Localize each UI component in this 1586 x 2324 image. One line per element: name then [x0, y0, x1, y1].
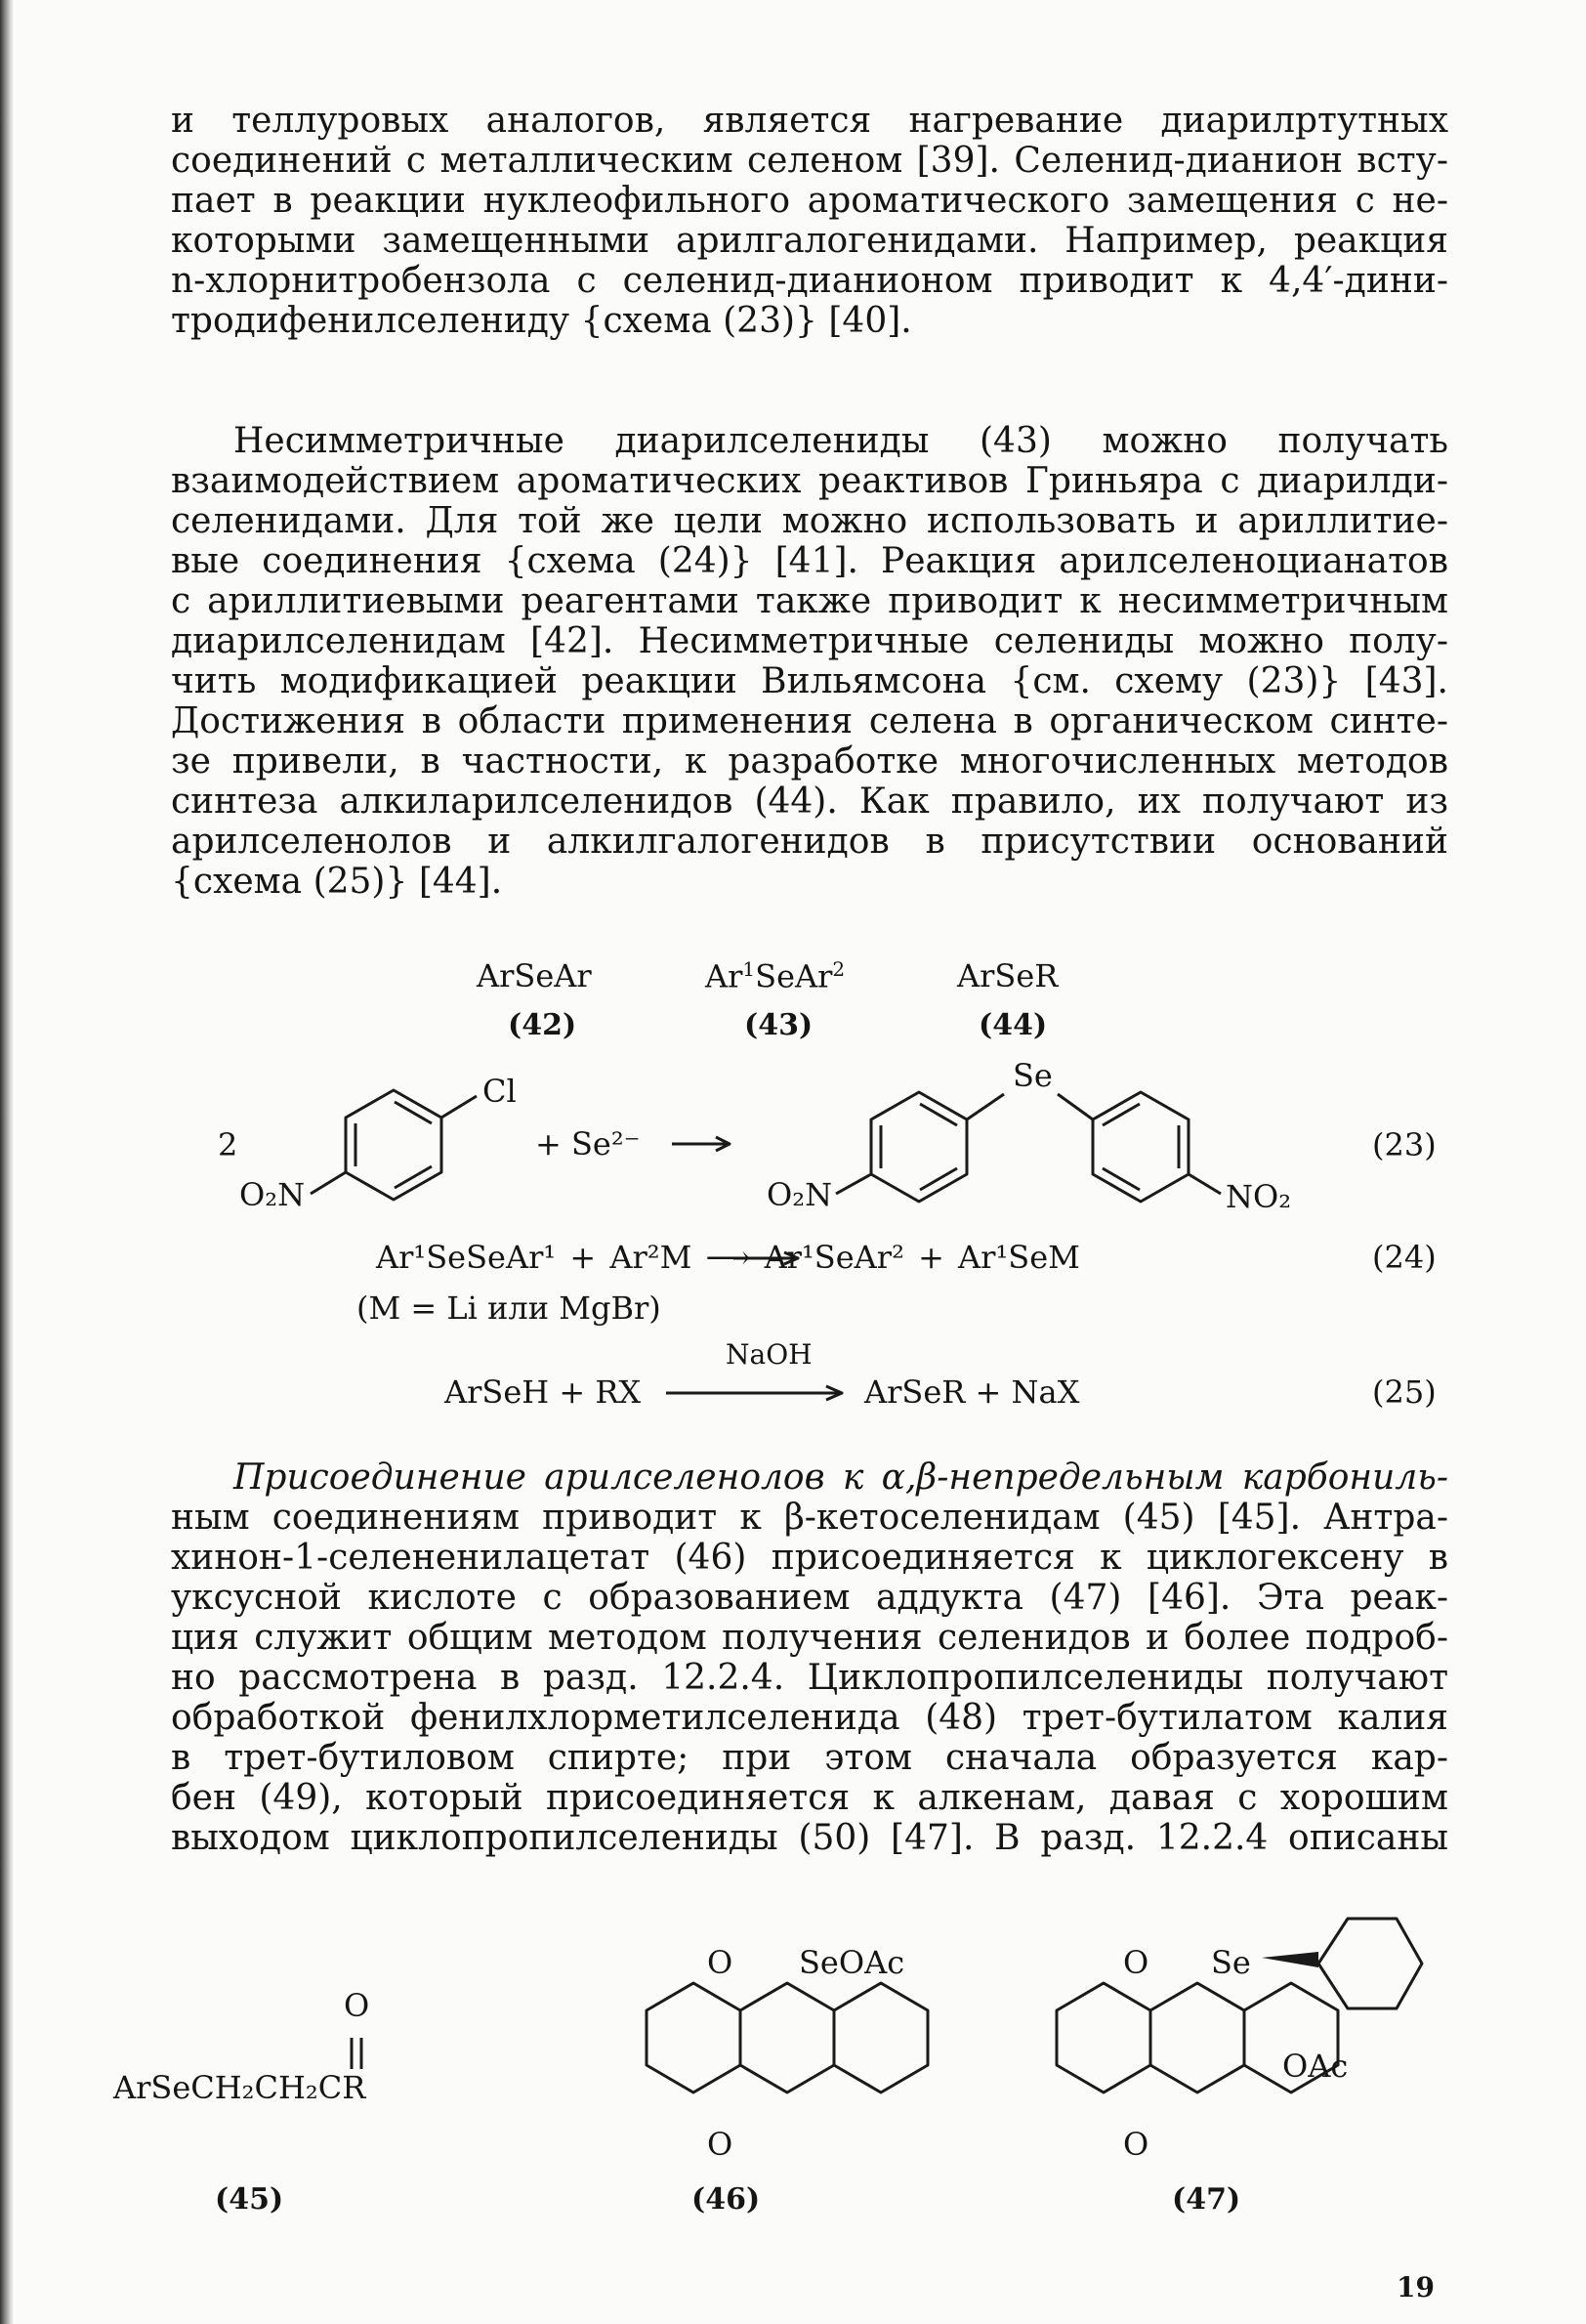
benzene-ring-right-a: [836, 1092, 1004, 1202]
paragraph-1: [171, 101, 1448, 341]
text-line: {схема (25)} [44].: [171, 862, 503, 902]
text-line: Присоединение арилселенолов к α,β-непредельным карбониль-: [233, 1458, 1448, 1498]
text-line: арилселенолов и алкилгалогенидов в присутствии оснований: [171, 822, 1448, 862]
text-line: но рассмотрена в разд. 12.2.4. Циклопропилселениды получают: [171, 1658, 1448, 1698]
text-line: зе привели, в частности, к разработке многочисленных методов: [171, 741, 1448, 782]
scheme-25-number: (25): [1372, 1373, 1437, 1411]
benzene-ring-left: [311, 1090, 477, 1200]
scheme-23-o2n-left: O₂N: [239, 1176, 306, 1213]
text-line: Достижения в области применения селена в органическом синте-: [171, 701, 1448, 741]
s46-oxygen-top: O: [707, 1944, 733, 1981]
text-line: которыми замещенными арилгалогенидами. Например, реакция: [171, 221, 1448, 261]
paragraph-2: [171, 421, 1448, 902]
s47-label: (47): [1172, 2182, 1241, 2217]
text-line: обработкой фенилхлорметилселенида (48) трет-бутилатом калия: [171, 1698, 1448, 1738]
text-line: в трет-бутиловом спирте; при этом сначала образуется кар-: [171, 1738, 1448, 1778]
anthraquinone-46: [596, 1983, 928, 2092]
scheme-25-left: ArSeH + RX: [444, 1373, 642, 1411]
scheme-23-no2: NO₂: [1226, 1178, 1292, 1215]
text-line: выходом циклопропилселениды (50) [47]. В разд. 12.2.4 описаны: [171, 1818, 1448, 1858]
text-line: уксусной кислоте с образованием аддукта (47) [46]. Эта реак-: [171, 1578, 1448, 1618]
text-line: тродифенилселениду {схема (23)} [40].: [171, 301, 912, 341]
scheme-25-right: ArSeR + NaX: [864, 1373, 1080, 1411]
s47-oac: OAc: [1282, 2048, 1349, 2085]
text-line: ным соединениям приводит к β-кетоселенидам (45) [45]. Антра-: [171, 1498, 1448, 1538]
s47-oxygen-top: O: [1123, 1944, 1149, 1981]
text-line: соединений с металлическим селеном [39]. Селенид-дианион всту-: [171, 141, 1448, 181]
s47-oxygen-bottom: O: [1123, 2126, 1149, 2163]
text-line: вые соединения {схема (24)} [41]. Реакция арилселеноцианатов: [171, 541, 1448, 581]
compound-44-label: (44): [979, 1008, 1048, 1042]
compound-42-label: (42): [508, 1008, 577, 1042]
scheme-25-reagent: NaOH: [726, 1338, 813, 1371]
compound-43: Ar$^1$SeAr$^2$: [705, 957, 846, 995]
s46-label: (46): [691, 2182, 761, 2217]
scheme-23-se: Se: [1013, 1057, 1053, 1094]
scheme-24-condition: (M = Li или MgBr): [356, 1289, 661, 1327]
text-line: n-хлорнитробензола с селенид-дианионом приводит к 4,4′-дини-: [171, 261, 1448, 301]
scheme-23-coefficient: 2: [218, 1126, 238, 1163]
scheme-23-o2n-right: O₂N: [767, 1176, 833, 1213]
s47-se: Se: [1211, 1944, 1251, 1981]
text-line: бен (49), который присоединяется к алкенам, давая с хорошим: [171, 1778, 1448, 1818]
stereo-wedge: [1262, 1952, 1318, 1967]
s46-oxygen-bottom: O: [707, 2126, 733, 2163]
text-line: чить модификацией реакции Вильямсона {см. схему (23)} [43].: [171, 661, 1448, 701]
page-number: 19: [1397, 2271, 1435, 2303]
text-line: синтеза алкиларилселенидов (44). Как правило, их получают из: [171, 782, 1448, 822]
text-line: пает в реакции нуклеофильного ароматического замещения с не-: [171, 181, 1448, 221]
text-line: ция служит общим методом получения селенидов и более подроб-: [171, 1618, 1448, 1658]
text-line: хинон-1-селененилацетат (46) присоединяется к циклогексену в: [171, 1538, 1448, 1578]
s45-formula: ArSeCH₂CH₂CR: [113, 2069, 366, 2106]
paragraph-3: [171, 1458, 1448, 1858]
scheme-23-plus-se: + Se²⁻: [535, 1125, 641, 1162]
compound-44: ArSeR: [957, 957, 1059, 994]
s46-seoac: SeOAc: [799, 1944, 905, 1981]
text-line: взаимодействием ароматических реактивов Гриньяра с диарилди-: [171, 461, 1448, 501]
text-line: Несимметричные диарилселениды (43) можно получать: [233, 421, 1448, 461]
scheme-23-number: (23): [1372, 1126, 1437, 1163]
text-line: и теллуровых аналогов, является нагревание диарилртутных: [171, 101, 1448, 141]
scheme-23-cl: Cl: [482, 1073, 517, 1110]
compound-42: ArSeAr: [477, 957, 592, 994]
scan-binding-edge: [0, 0, 14, 2324]
text-line: с ариллитиевыми реагентами также приводит к несимметричным: [171, 581, 1448, 621]
s45-label: (45): [215, 2182, 284, 2217]
text-line: диарилселенидам [42]. Несимметричные селениды можно полу-: [171, 621, 1448, 661]
scheme-24-number: (24): [1372, 1239, 1437, 1276]
compound-43-label: (43): [744, 1008, 814, 1042]
s45-oxygen: O: [344, 1987, 370, 2024]
benzene-ring-right-b: [1058, 1092, 1221, 1202]
scheme-24-equation: Ar¹SeSeAr¹ + Ar²M ⟶ Ar¹SeAr² + Ar¹SeM: [376, 1239, 1080, 1276]
text-line: селенидами. Для той же цели можно использовать и ариллитие-: [171, 501, 1448, 541]
